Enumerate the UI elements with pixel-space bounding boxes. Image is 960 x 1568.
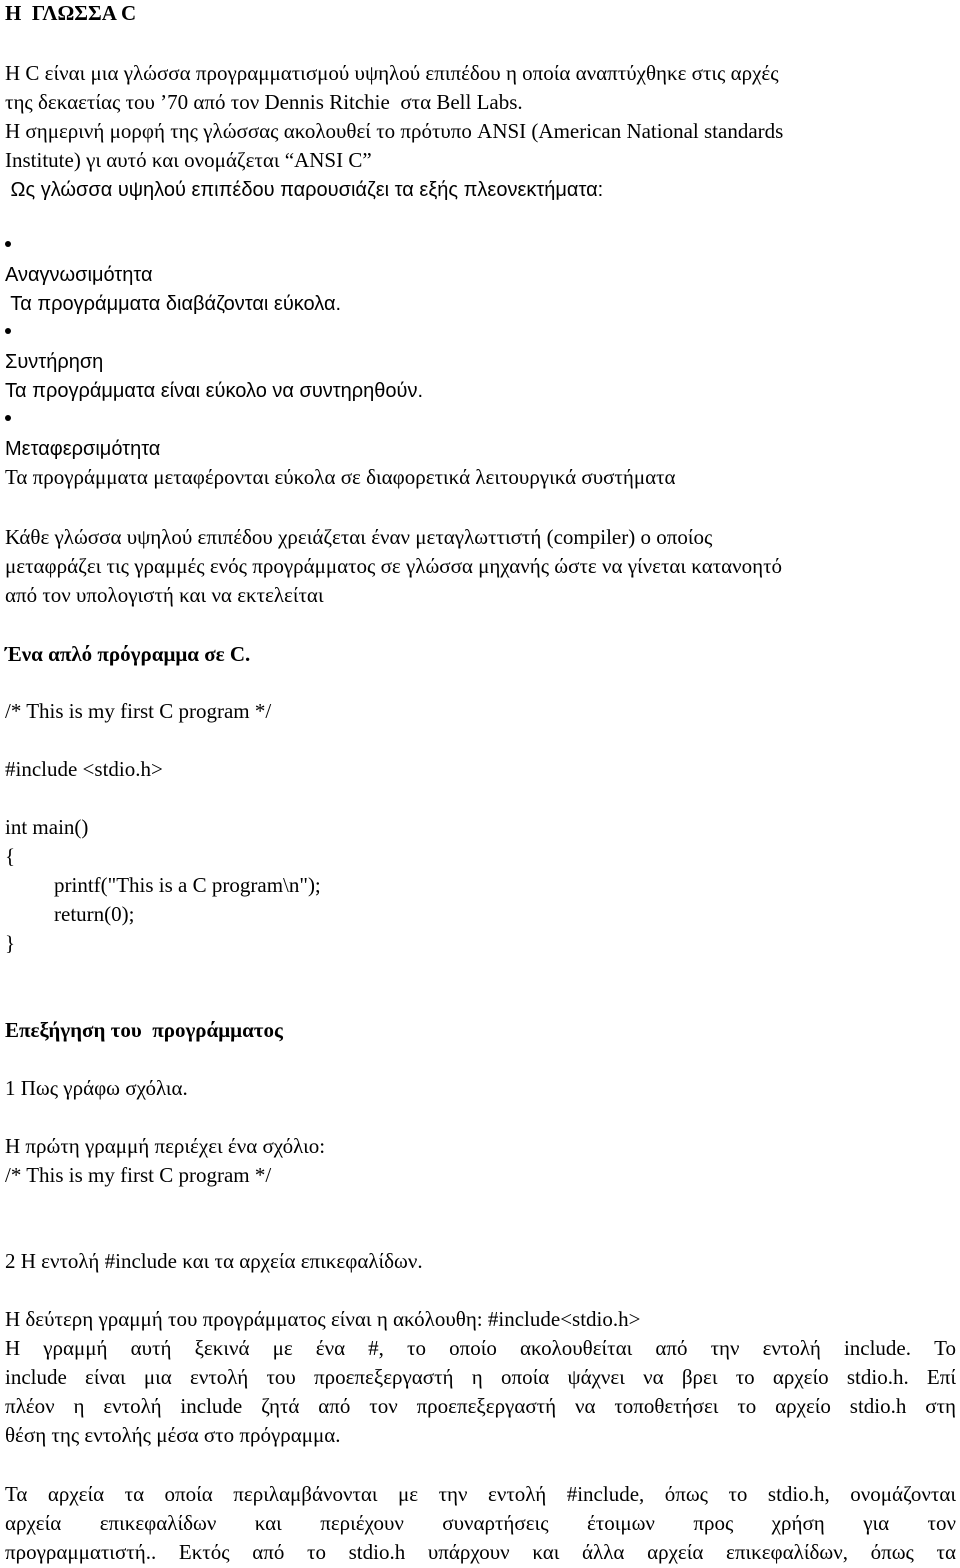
advantage-desc: Τα προγράμματα διαβάζονται εύκολα. <box>5 293 342 315</box>
program-heading: Ένα απλό πρόγραμμα σε C. <box>5 642 251 666</box>
intro-line-1: Η C είναι μια γλώσσα προγραμματισμού υψηλού επιπέδου η οποία αναπτύχθηκε στις αρχές <box>5 61 779 85</box>
bullet-icon <box>5 415 11 421</box>
section2-para2-line: Τα αρχεία τα οποία περιλαμβάνονται με την εντολή #include, όπως το stdio.h, ονομάζονται <box>5 1482 956 1506</box>
section2-line: πλέον η εντολή include ζητά από τον προεπεξεργαστή να τοποθετήσει το αρχείο stdio.h στη <box>5 1394 956 1418</box>
section1-title: 1 Πως γράφω σχόλια. <box>5 1076 188 1100</box>
advantage-title: Συντήρηση <box>5 351 104 373</box>
section2-title: 2 Η εντολή #include και τα αρχεία επικεφαλίδων. <box>5 1249 423 1273</box>
bullet-icon <box>5 241 11 247</box>
bullet-icon <box>5 328 11 334</box>
section1-code: /* This is my first C program */ <box>5 1163 272 1187</box>
code-main: int main() <box>5 815 89 839</box>
advantage-title: Μεταφερσιμότητα <box>5 438 161 460</box>
advantage-desc: Τα προγράμματα μεταφέρονται εύκολα σε διαφορετικά λειτουργικά συστήματα <box>5 465 676 489</box>
section2-line: Η γραμμή αυτή ξεκινά με ένα #, το οποίο ακολουθείται από την εντολή include. Το <box>5 1336 956 1360</box>
explanation-heading: Επεξήγηση του προγράμματος <box>5 1018 283 1042</box>
section2-para2-line: προγραμματιστή.. Εκτός από το stdio.h υπάρχουν και άλλα αρχεία επικεφαλίδων, όπως τα <box>5 1540 956 1564</box>
section2-para2-line: αρχεία επικεφαλίδων και περιέχουν συναρτήσεις έτοιμων προς χρήση για τον <box>5 1511 956 1535</box>
advantage-desc: Τα προγράμματα είναι εύκολο να συντηρηθούν. <box>5 380 424 402</box>
section1-text: Η πρώτη γραμμή περιέχει ένα σχόλιο: <box>5 1134 326 1158</box>
code-printf: printf("This is a C program\n"); <box>54 873 321 897</box>
advantage-title: Αναγνωσιμότητα <box>5 264 153 286</box>
intro-line-3: Η σημερινή μορφή της γλώσσας ακολουθεί το πρότυπο ANSI (American National standards <box>5 119 784 143</box>
intro-line-4: Institute) γι αυτό και ονομάζεται “ANSI C” <box>5 148 372 172</box>
code-open-brace: { <box>5 844 16 868</box>
compiler-line-1: Κάθε γλώσσα υψηλού επιπέδου χρειάζεται έναν μεταγλωττιστή (compiler) ο οποίος <box>5 525 713 549</box>
intro-line-5: Ως γλώσσα υψηλού επιπέδου παρουσιάζει τα εξής πλεονεκτήματα: <box>5 179 604 201</box>
code-include: #include <stdio.h> <box>5 757 163 781</box>
compiler-line-3: από τον υπολογιστή και να εκτελείται <box>5 583 324 607</box>
page-title: Η ΓΛΩΣΣΑ C <box>5 1 137 25</box>
compiler-line-2: μεταφράζει τις γραμμές ενός προγράμματος σε γλώσσα μηχανής ώστε να γίνεται κατανοητό <box>5 554 783 578</box>
section2-line: θέση της εντολής μέσα στο πρόγραμμα. <box>5 1423 341 1447</box>
intro-line-2: της δεκαετίας του ’70 από τον Dennis Ritchie στα Bell Labs. <box>5 90 523 114</box>
section2-line: Η δεύτερη γραμμή του προγράμματος είναι η ακόλουθη: #include<stdio.h> <box>5 1307 641 1331</box>
code-return: return(0); <box>54 902 135 926</box>
code-comment: /* This is my first C program */ <box>5 699 272 723</box>
section2-line: include είναι μια εντολή του προεπεξεργαστή η οποία ψάχνει να βρει το αρχείο stdio.h. Επί <box>5 1365 956 1389</box>
code-close-brace: } <box>5 931 16 955</box>
